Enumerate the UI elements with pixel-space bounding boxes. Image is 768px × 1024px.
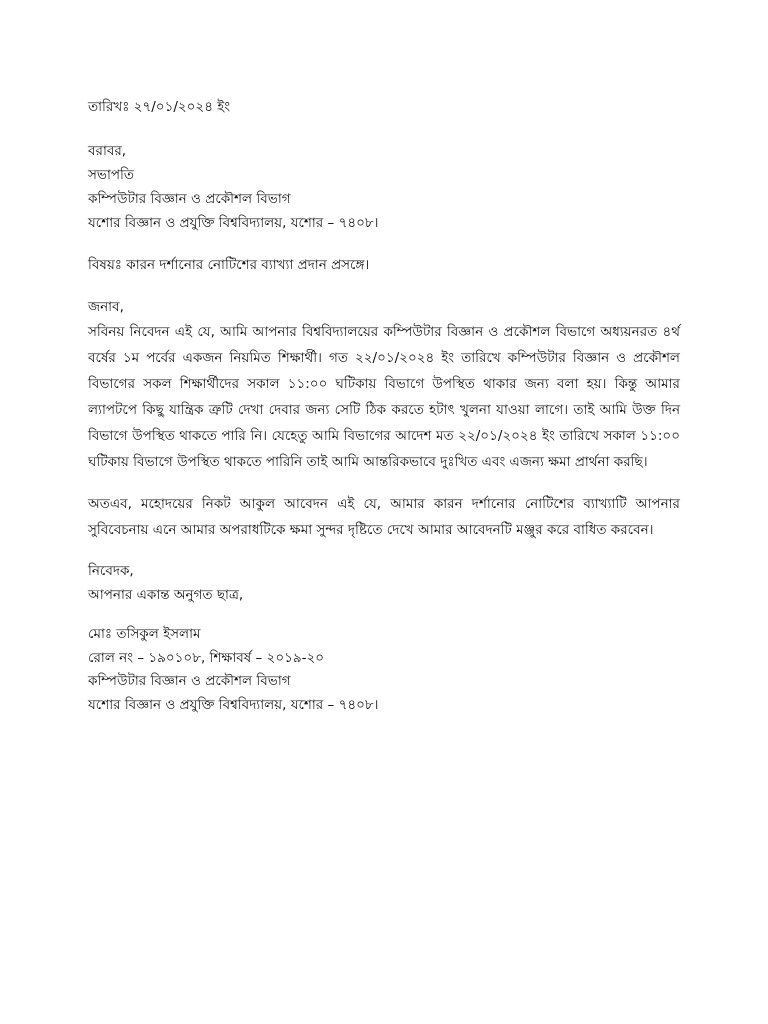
sender-signature-block <box>88 623 680 717</box>
letter-date: তারিখঃ ২৭/০১/২০২৪ ইং <box>88 99 231 115</box>
closing-line-1: নিবেদক, <box>88 563 134 579</box>
letter-salutation: জনাব, <box>88 299 124 315</box>
letter-body <box>88 295 680 475</box>
recipient-address <box>88 139 680 235</box>
recipient-university: যশোর বিজ্ঞান ও প্রযুক্তি বিশ্ববিদ্যালয়, যশোর – ৭৪০৮। <box>88 215 379 231</box>
body-paragraph-1: সবিনয় নিবেদন এই যে, আমি আপনার বিশ্ববিদ্যালয়ের কম্পিউটার বিজ্ঞান ও প্রকৌশল বিভাগে অধ্যয়নরত ৪র্থ বর্ষের ১ম পর্বের একজন নিয়মিত শিক্ষার্থী। গত ২২/০১/২০২৪ ইং তারিখে কম্পিউটার বিজ্ঞান ও প্রকৌশল বিভাগের সকল শিক্ষার্থীদের সকাল ১১:০০ ঘটিকায় বিভাগে উপস্থিত থাকার জন্য বলা হয়। কিন্তু আমার ল্যাপটপে কিছু যান্ত্রিক ত্রুটি দেখা দেবার জন্য সেটি ঠিক করতে হটাৎ খুলনা যাওয়া লাগে। তাই আমি উক্ত দিন বিভাগে উপস্থিত থাকতে পারি নি। যেহেতু আমি বিভাগের আদেশ মত ২২/০১/২০২৪ ইং তারিখে সকাল ১১:০০ ঘটিকায় বিভাগে উপস্থিত থাকতে পারিনি তাই আমি আন্তরিকভাবে দুঃখিত এবং এজন্য ক্ষমা প্রার্থনা করছি। <box>88 324 680 470</box>
recipient-department: কম্পিউটার বিজ্ঞান ও প্রকৌশল বিভাগ <box>88 191 291 207</box>
sender-department: কম্পিউটার বিজ্ঞান ও প্রকৌশল বিভাগ <box>88 673 291 689</box>
sender-roll: রোল নং – ১৯০১০৮, শিক্ষাবর্ষ – ২০১৯-২০ <box>88 649 325 666</box>
recipient-to: বরাবর, <box>88 143 127 159</box>
closing-line-2: আপনার একান্ত অনুগত ছাত্র, <box>88 587 244 603</box>
letter-closing <box>88 559 680 607</box>
body-paragraph-2: অতএব, মহোদয়ের নিকট আকুল আবেদন এই যে, আমার কারন দর্শানোর নোটিশের ব্যাখ্যাটি আপনার সুবিবেচনায় এনে আমার অপরাধটিকে ক্ষমা সুন্দর দৃষ্টিতে দেখে আমার আবেদনটি মঞ্জুর করে বাধিত করবেন। <box>88 496 680 538</box>
sender-name: মোঃ তসিকুল ইসলাম <box>88 626 201 642</box>
sender-university: যশোর বিজ্ঞান ও প্রযুক্তি বিশ্ববিদ্যালয়, যশোর – ৭৪০৮। <box>88 696 379 713</box>
letter-subject: বিষয়ঃ কারন দর্শানোর নোটিশের ব্যাখ্যা প্রদান প্রসঙ্গে। <box>88 257 370 273</box>
recipient-designation: সভাপতি <box>88 167 135 183</box>
letter-page <box>88 95 680 717</box>
